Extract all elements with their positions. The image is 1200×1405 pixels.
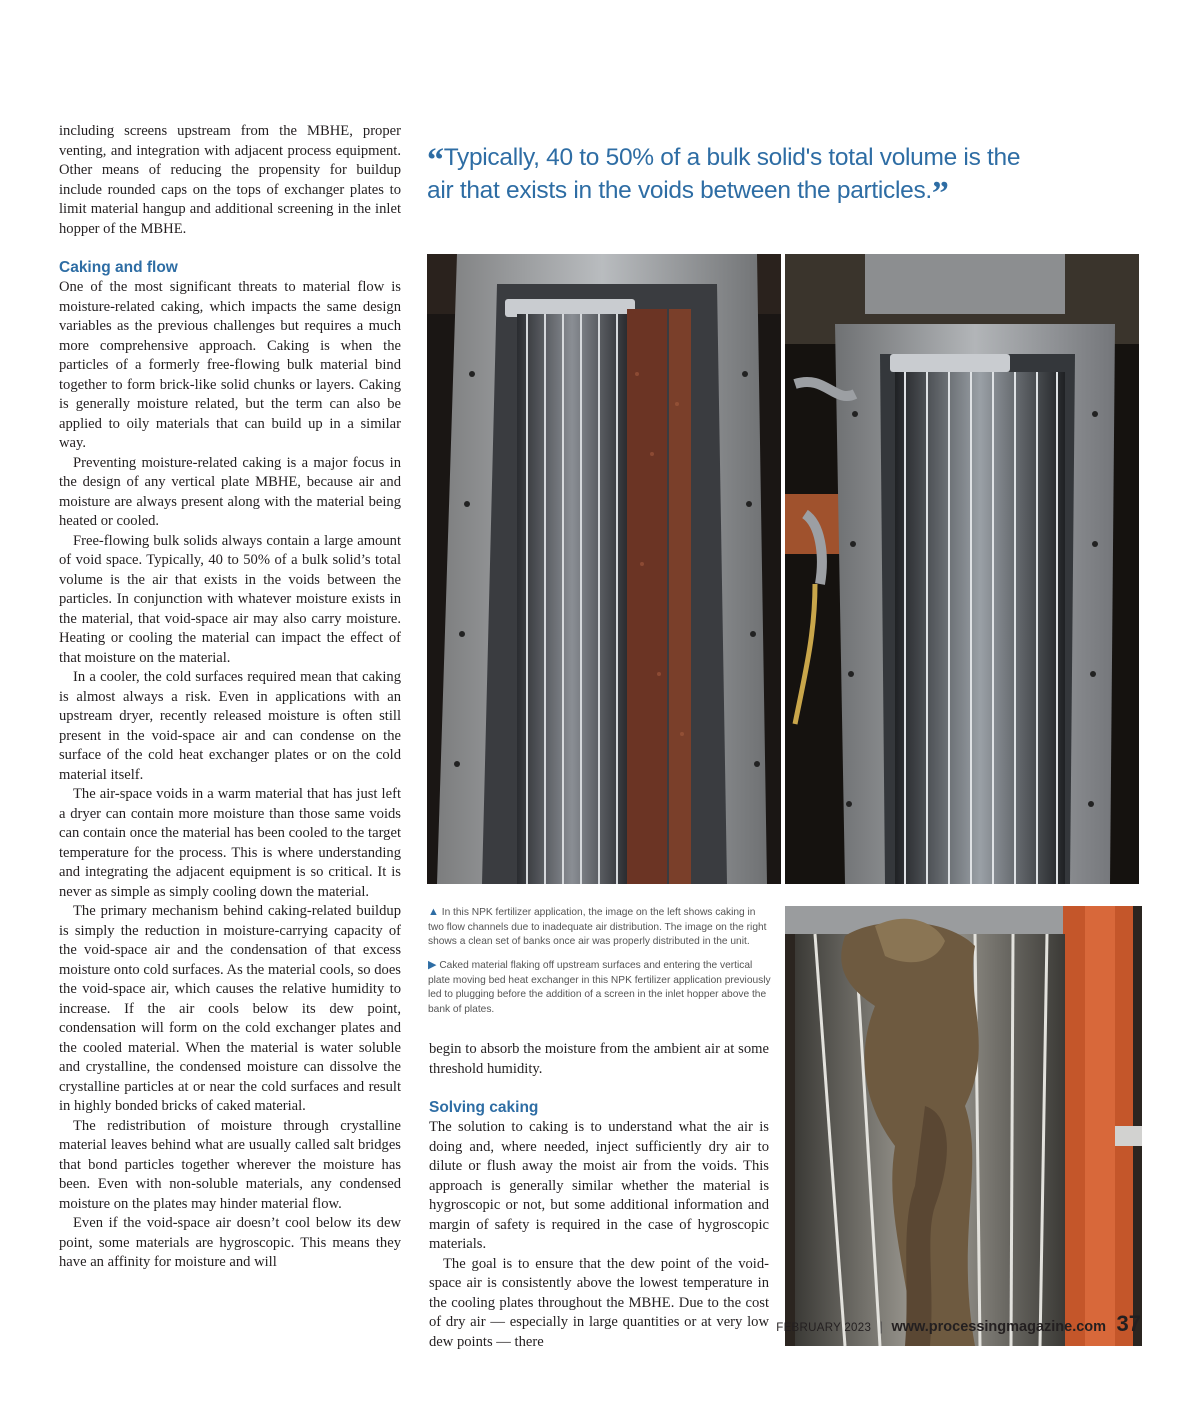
page-footer bbox=[776, 1311, 1141, 1337]
paragraph: Even if the void-space air doesn’t cool below its dew point, some materials are hygroscopic. This means they have an affinity for moisture and will bbox=[59, 1215, 401, 1270]
photo-caked-material-flaking-image bbox=[785, 906, 1142, 1346]
pull-quote-text: Typically, 40 to 50% of a bulk solid's total volume is the air that exists in the voids between the particles. bbox=[427, 144, 1021, 204]
open-quote-mark: “ bbox=[427, 142, 444, 179]
section-heading-solving-caking: Solving caking bbox=[429, 1099, 539, 1116]
website-link[interactable]: www.processingmagazine.com bbox=[891, 1319, 1107, 1335]
paragraph: Preventing moisture-related caking is a major focus in the design of any vertical plate MBHE, because air and moisture are always present along with the material being heated or cooled. bbox=[59, 454, 401, 529]
paragraph: Free-flowing bulk solids always contain a large amount of void space. Typically, 40 to 50% of a bulk solid’s total volume is the air that exists in the voids between the particles. In conjunction with whatever moisture exists in the material, that void-space air may also carry moisture. Heating or cooling the material can impact the effect of that moisture on the material. bbox=[59, 532, 401, 666]
right-column bbox=[429, 1040, 769, 1352]
left-column bbox=[59, 122, 401, 1273]
paragraph: In a cooler, the cold surfaces required mean that caking is almost always a risk. Even in applications with an upstream dryer, recently released moisture is often still present in the void-space air and can condense on the surface of the cold heat exchanger plates or on the cold material itself. bbox=[59, 669, 401, 783]
paragraph: One of the most significant threats to material flow is moisture-related caking, which impacts the same design variables as the previous challenges but requires a much more comprehensive approach. Caking is when the particles of a formerly free-flowing bulk material bind together to form brick-like solid chunks or layers. Caking is generally moisture related, but the term can also be applied to oily materials that can build up in a similar way. bbox=[59, 279, 401, 451]
paragraph: The primary mechanism behind caking-related buildup is simply the reduction in moisture-carrying capacity of the void-space air and the condensation of that excess moisture onto cold surfaces. As the material cools, so does the void-space air, which causes the relative humidity to increase. If the air cools below its dew point, condensation will form on the cold exchanger plates and the cooled material. When the material is water soluble and crystalline, the condensed moisture can dissolve the crystalline particles at or near the cold surfaces and result in highly bonded bricks of caked material. bbox=[59, 903, 401, 1114]
close-quote-mark: ” bbox=[931, 175, 949, 212]
photo-caked-material-flaking bbox=[785, 906, 1142, 1346]
photo-clean-banks bbox=[785, 254, 1139, 884]
page-number: 37 bbox=[1116, 1311, 1141, 1336]
caption-text: Caked material flaking off upstream surfaces and entering the vertical plate moving bed heat exchanger in this NPK fertilizer application previously led to plugging before the addition of a screen in the inlet hopper above the bank of plates. bbox=[428, 960, 771, 1015]
triangle-up-icon: ▲ bbox=[428, 906, 439, 918]
photo-clean-banks-image bbox=[785, 254, 1139, 884]
paragraph: The goal is to ensure that the dew point of the void-space air is consistently above the lowest temperature in the cooling plates throughout the MBHE. Due to the cost of dry air — especially in large quantities or at very low dew points — there bbox=[429, 1255, 769, 1350]
pull-quote bbox=[427, 141, 1037, 212]
triangle-right-icon: ▶ bbox=[428, 959, 437, 971]
paragraph: The air-space voids in a warm material that has just left a dryer can contain more moisture than those same voids can contain once the material has been cooled to the target temperature for the process. This is where understanding and integrating the adjacent equipment is so critical. It is never as simple as simply cooling down the material. bbox=[59, 786, 401, 900]
photo-caked-channels bbox=[427, 254, 781, 884]
caption-text: In this NPK fertilizer application, the image on the left shows caking in two flow channels due to inadequate air distribution. The image on the right shows a clean set of banks once air was properly distributed in the unit. bbox=[428, 907, 767, 948]
caption-photo-pair bbox=[428, 905, 773, 950]
footer-separator: | bbox=[879, 1319, 883, 1334]
paragraph: The solution to caking is to understand what the air is doing and, where needed, inject sufficiently dry air to dilute or flush away the moist air from the voids. This approach is generally similar whether the material is hygroscopic or not, but some additional information and margin of safety is required in the case of hygroscopic materials. bbox=[429, 1119, 769, 1252]
paragraph: begin to absorb the moisture from the ambient air at some threshold humidity. bbox=[429, 1041, 769, 1077]
section-heading-caking-and-flow: Caking and flow bbox=[59, 259, 178, 276]
paragraph: including screens upstream from the MBHE, proper venting, and integration with adjacent process equipment. Other means of reducing the propensity for buildup include rounded caps on the tops of exchanger plates to limit material hangup and additional screening in the inlet hopper of the MBHE. bbox=[59, 123, 401, 237]
caption-flaking-photo bbox=[428, 958, 773, 1017]
issue-date: FEBRUARY 2023 bbox=[776, 1322, 872, 1334]
photo-caked-channels-image bbox=[427, 254, 781, 884]
paragraph: The redistribution of moisture through crystalline material leaves behind what are usually called salt bridges that bond particles together wherever the moisture has been. Even with non-soluble materials, any condensed moisture on the plates may hinder material flow. bbox=[59, 1117, 401, 1212]
